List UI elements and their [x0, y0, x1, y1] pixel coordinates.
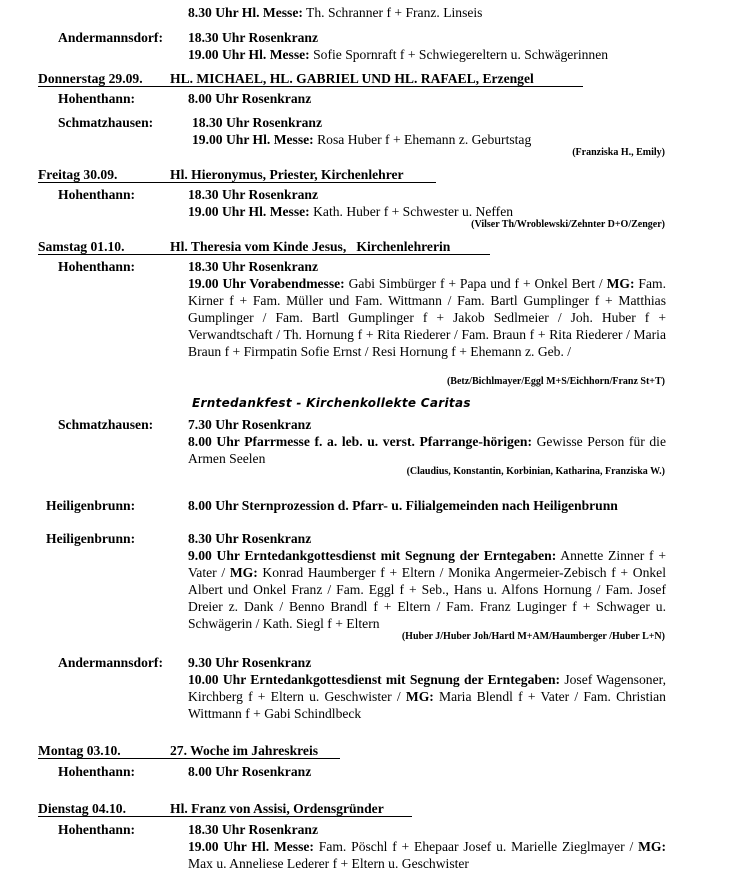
mass-intention: Gabi Simbürger f + Papa und f + Onkel Bert /: [344, 276, 607, 291]
mass-intention: Kath. Huber f + Schwester u. Neffen: [309, 204, 514, 219]
place-label: Hohenthann:: [58, 764, 136, 779]
mass-intention: Sofie Spornraft f + Schwiegereltern u. Schwägerinnen: [309, 47, 609, 62]
day-feast: Hl. Franz von Assisi, Ordensgründer: [170, 801, 384, 816]
memorial-intentions: Max u. Anneliese Lederer f + Eltern u. Geschwister: [188, 856, 469, 871]
day-feast: 27. Woche im Jahreskreis: [170, 743, 319, 758]
mass-paragraph: [188, 838, 666, 872]
day-header: [38, 70, 698, 87]
mass-time: 9.00 Uhr Erntedankgottesdienst mit Segnung der Erntegaben:: [188, 548, 557, 563]
place-label: Schmatzhausen:: [58, 417, 154, 432]
rosary-line: 9.30 Uhr Rosenkranz: [188, 655, 312, 670]
mass-line: [188, 203, 513, 220]
mass-intention: Th. Schranner f + Franz. Linseis: [302, 5, 483, 20]
memorial-label: MG:: [229, 565, 258, 580]
day-feast: Hl. Theresia vom Kinde Jesus, Kirchenlehrerin: [170, 239, 451, 254]
mass-intention: Annette Zinner f + Vater /: [188, 548, 666, 580]
rosary-line: 18.30 Uhr Rosenkranz: [188, 30, 319, 45]
mass-time: 19.00 Uhr Hl. Messe:: [188, 204, 310, 219]
day-date: Dienstag 04.10.: [38, 801, 126, 816]
place-label: Heiligenbrunn:: [46, 531, 136, 546]
place-label: Andermannsdorf:: [58, 30, 163, 45]
day-feast: Hl. Hieronymus, Priester, Kirchenlehrer: [170, 167, 404, 182]
memorial-label: MG:: [606, 276, 635, 291]
day-underline: [38, 86, 583, 87]
mass-line: [192, 131, 531, 148]
harvest-festival-heading: Erntedankfest - Kirchenkollekte Caritas: [192, 396, 471, 410]
server-note: (Betz/Bichlmayer/Eggl M+S/Eichhorn/Franz St+T): [446, 376, 665, 387]
place-label: Hohenthann:: [58, 822, 136, 837]
rosary-line: 8.00 Uhr Rosenkranz: [188, 764, 312, 779]
day-feast: HL. MICHAEL, HL. GABRIEL UND HL. RAFAEL, Erzengel: [170, 71, 534, 86]
rosary-line: 18.30 Uhr Rosenkranz: [192, 115, 323, 130]
day-header: [38, 238, 698, 255]
rosary-line: 18.30 Uhr Rosenkranz: [188, 187, 319, 202]
server-note: (Huber J/Huber Joh/Hartl M+AM/Haumberger /Huber L+N): [401, 631, 665, 642]
mass-paragraph: [188, 547, 666, 632]
mass-time: 19.00 Uhr Vorabendmesse:: [188, 276, 345, 291]
mass-intention: Gewisse Person für die Armen Seelen: [188, 434, 666, 466]
place-label: Hohenthann:: [58, 187, 136, 202]
day-underline: [38, 182, 436, 183]
day-date: Freitag 30.09.: [38, 167, 118, 182]
memorial-label: MG:: [405, 689, 434, 704]
rosary-line: 18.30 Uhr Rosenkranz: [188, 822, 319, 837]
mass-paragraph: [188, 433, 666, 467]
mass-intention: Rosa Huber f + Ehemann z. Geburtstag: [313, 132, 532, 147]
memorial-label: MG:: [638, 839, 666, 854]
day-underline: [38, 254, 490, 255]
server-note: (Franziska H., Emily): [572, 147, 665, 158]
place-label: Schmatzhausen:: [58, 115, 154, 130]
rosary-line: 7.30 Uhr Rosenkranz: [188, 417, 312, 432]
place-label: Hohenthann:: [58, 91, 136, 106]
mass-intention: Fam. Pöschl f + Ehepaar Josef u. Marielle Zieglmayer /: [313, 839, 639, 854]
memorial-intentions: Maria Blendl f + Vater / Fam. Christian Wittmann f + Gabi Schindlbeck: [188, 689, 666, 721]
mass-paragraph: [188, 275, 666, 360]
mass-paragraph: [188, 671, 666, 722]
place-label: Heiligenbrunn:: [46, 498, 136, 513]
mass-time: 19.00 Uhr Hl. Messe:: [192, 132, 314, 147]
procession-line: 8.00 Uhr Sternprozession d. Pfarr- u. Filialgemeinden nach Heiligenbrunn: [188, 498, 618, 513]
mass-time: 8.30 Uhr Hl. Messe:: [188, 5, 303, 20]
mass-line: [188, 46, 608, 63]
day-date: Samstag 01.10.: [38, 239, 125, 254]
rosary-line: 18.30 Uhr Rosenkranz: [188, 259, 319, 274]
mass-time: 8.00 Uhr Pfarrmesse f. a. leb. u. verst. Pfarrange-hörigen:: [188, 434, 532, 449]
memorial-intentions: Fam. Kirner f + Fam. Müller und Fam. Wittmann / Fam. Bartl Gumplinger f + Matthias Gumplinger / Fam. Bartl Gumplinger f + Jakob Sedlmeier / Joh. Huber f + Verwandtschaft / Th. Hornung f + Rita Riederer / Fam. Braun f + Rita Riederer / Maria Braun f + Firmpatin Sofie Ernst / Resi Hornung f + Ehemann z. Geb. /: [188, 276, 666, 359]
mass-time: 10.00 Uhr Erntedankgottesdienst mit Segnung der Erntegaben:: [188, 672, 561, 687]
day-underline: [38, 816, 412, 817]
mass-line: [188, 4, 482, 21]
server-note: (Vilser Th/Wroblewski/Zehnter D+O/Zenger): [471, 219, 665, 230]
rosary-line: 8.30 Uhr Rosenkranz: [188, 531, 312, 546]
day-underline: [38, 758, 340, 759]
day-header: [38, 800, 698, 817]
mass-intention: Josef Wagensoner, Kirchberg f + Eltern u. Geschwister /: [188, 672, 666, 704]
mass-time: 19.00 Uhr Hl. Messe:: [188, 839, 314, 854]
day-header: [38, 166, 698, 183]
place-label: Hohenthann:: [58, 259, 136, 274]
day-header: [38, 742, 698, 759]
server-note: (Claudius, Konstantin, Korbinian, Katharina, Franziska W.): [406, 466, 665, 477]
mass-time: 19.00 Uhr Hl. Messe:: [188, 47, 310, 62]
day-date: Donnerstag 29.09.: [38, 71, 143, 86]
memorial-intentions: Konrad Haumberger f + Eltern / Monika Angermeier-Zebisch f + Onkel Albert und Onkel Franz / Fam. Eggl f + Seb., Hans u. Alfons Hornung / Fam. Josef Dreier z. Dank / Benno Brandl f + Eltern / Fam. Franz Luginger f + Schwager u. Schwägerin / Kath. Siegl f + Eltern: [188, 565, 666, 631]
day-date: Montag 03.10.: [38, 743, 121, 758]
place-label: Andermannsdorf:: [58, 655, 163, 670]
rosary-line: 8.00 Uhr Rosenkranz: [188, 91, 312, 106]
